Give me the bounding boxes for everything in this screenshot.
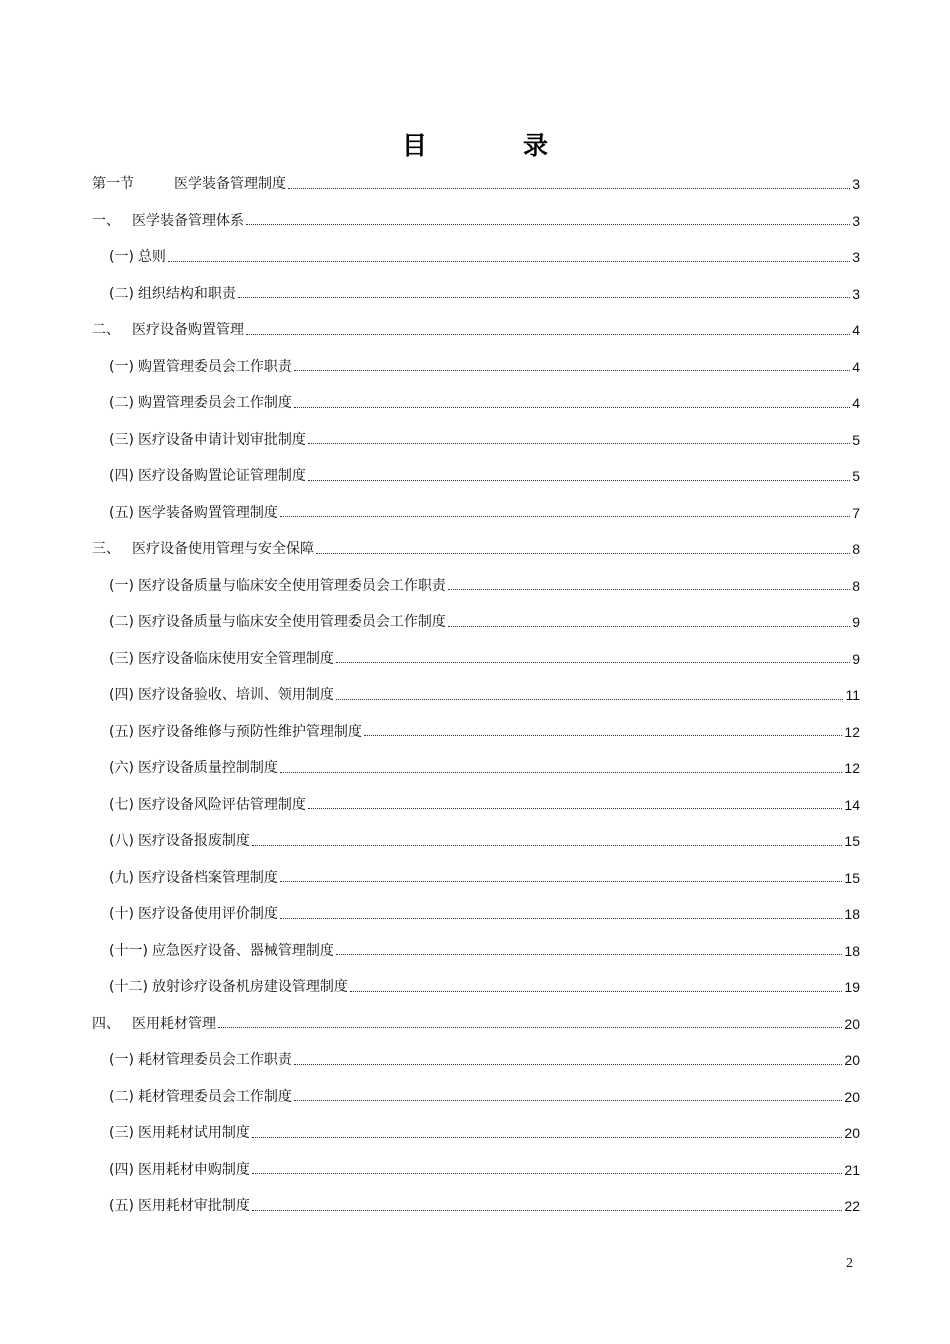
toc-dot-leader [308,429,850,444]
toc-entry-number: 三、 [92,541,120,558]
toc-entry-number: (九) [109,869,134,886]
toc-entry-number: (六) [109,760,134,777]
toc-entry-number: (二) [109,285,134,302]
toc-dot-leader [246,210,850,225]
toc-entry-number: (二) [109,395,134,412]
toc-entry-number: (一) [109,249,134,266]
toc-entry-page: 7 [852,504,860,521]
toc-entry-number: (七) [109,796,134,813]
toc-entry-title: 购置管理委员会工作制度 [137,395,292,412]
toc-dot-leader [252,1159,842,1174]
toc-entry-page: 8 [852,577,860,594]
toc-entry[interactable] [92,1152,860,1189]
toc-entry-page: 12 [844,760,860,777]
toc-entry[interactable] [92,787,860,824]
toc-dot-leader [252,1196,842,1211]
toc-entry-title: 医疗设备验收、培训、领用制度 [137,687,334,704]
toc-entry-page: 15 [844,833,860,850]
toc-entry[interactable] [92,896,860,933]
toc-entry-page: 12 [844,723,860,740]
toc-entry-title: 医疗设备购置管理 [132,322,244,339]
toc-dot-leader [448,575,850,590]
toc-entry-page: 3 [852,249,860,266]
toc-entry-title: 医用耗材管理 [132,1015,216,1032]
toc-entry-number: (十) [109,906,134,923]
toc-entry-title: 医学装备管理制度 [174,176,286,193]
toc-entry[interactable] [92,203,860,240]
toc-dot-leader [246,320,850,335]
toc-entry-number: (五) [109,723,134,740]
toc-entry-number: (四) [109,687,134,704]
toc-entry[interactable] [92,349,860,386]
toc-list [92,166,860,1225]
toc-entry[interactable] [92,1042,860,1079]
toc-dot-leader [294,356,850,371]
toc-entry[interactable] [92,239,860,276]
toc-entry-title: 医疗设备临床使用安全管理制度 [137,650,334,667]
toc-dot-leader [294,1050,842,1065]
toc-entry[interactable] [92,750,860,787]
toc-entry[interactable] [92,604,860,641]
toc-entry-page: 4 [852,322,860,339]
toc-entry[interactable] [92,823,860,860]
toc-dot-leader [288,174,850,189]
toc-dot-leader [252,1123,842,1138]
toc-entry-number: 一、 [92,212,120,229]
toc-entry-title: 医用耗材申购制度 [137,1161,250,1178]
toc-entry-number: (五) [109,504,134,521]
toc-entry-page: 9 [852,614,860,631]
toc-dot-leader [364,721,842,736]
toc-entry-page: 5 [852,468,860,485]
toc-entry-number: (八) [109,833,134,850]
toc-entry-title: 医疗设备质量与临床安全使用管理委员会工作制度 [137,614,446,631]
toc-entry-title: 医学装备管理体系 [132,212,244,229]
toc-entry[interactable] [92,1115,860,1152]
toc-entry-title: 放射诊疗设备机房建设管理制度 [151,979,348,996]
toc-entry-page: 20 [844,1125,860,1142]
toc-entry-page: 4 [852,395,860,412]
toc-entry[interactable] [92,276,860,313]
toc-entry-title: 医疗设备质量控制制度 [137,760,278,777]
toc-dot-leader [168,247,850,262]
toc-dot-leader [350,977,842,992]
toc-entry-page: 19 [844,979,860,996]
toc-entry-title: 医疗设备使用管理与安全保障 [132,541,314,558]
toc-entry-title: 医用耗材审批制度 [137,1198,250,1215]
toc-dot-leader [336,648,850,663]
toc-entry-page: 3 [852,285,860,302]
toc-entry[interactable] [92,677,860,714]
toc-entry[interactable] [92,568,860,605]
toc-entry-number: (十一) [109,942,148,959]
toc-entry-number: (三) [109,1125,134,1142]
toc-entry-page: 4 [852,358,860,375]
toc-dot-leader [280,502,850,517]
toc-entry[interactable] [92,422,860,459]
toc-entry-title: 医用耗材试用制度 [137,1125,250,1142]
toc-entry[interactable] [92,860,860,897]
toc-entry-number: (二) [109,1088,134,1105]
toc-entry[interactable] [92,531,860,568]
toc-entry-number: (一) [109,358,134,375]
toc-entry-number: (四) [109,1161,134,1178]
toc-entry-page: 3 [852,212,860,229]
toc-entry-page: 9 [852,650,860,667]
toc-entry-number: (三) [109,650,134,667]
toc-dot-leader [280,904,842,919]
toc-entry-number: 四、 [92,1015,120,1032]
toc-entry-page: 15 [844,869,860,886]
toc-title-char-1: 目 [401,131,427,160]
toc-entry[interactable] [92,1006,860,1043]
toc-title-char-2: 录 [523,131,549,160]
toc-entry[interactable] [92,166,860,203]
toc-entry-title: 医疗设备使用评价制度 [137,906,278,923]
toc-entry[interactable] [92,495,860,532]
toc-dot-leader [336,685,844,700]
toc-entry-title: 医疗设备档案管理制度 [137,869,278,886]
toc-dot-leader [252,831,842,846]
toc-entry-number: 二、 [92,322,120,339]
toc-entry-page: 18 [844,906,860,923]
toc-entry-page: 21 [844,1161,860,1178]
toc-entry-page: 11 [845,687,860,704]
toc-entry-title: 购置管理委员会工作职责 [137,358,292,375]
toc-entry[interactable] [92,458,860,495]
toc-dot-leader [238,283,850,298]
toc-dot-leader [218,1013,842,1028]
toc-entry[interactable] [92,714,860,751]
toc-entry-title: 耗材管理委员会工作职责 [137,1052,292,1069]
toc-entry[interactable] [92,969,860,1006]
toc-entry-number: (五) [109,1198,134,1215]
toc-entry[interactable] [92,312,860,349]
toc-dot-leader [280,867,842,882]
toc-entry-page: 3 [852,176,860,193]
toc-entry-page: 8 [852,541,860,558]
toc-entry[interactable] [92,641,860,678]
toc-dot-leader [308,794,842,809]
toc-entry-title: 医疗设备维修与预防性维护管理制度 [137,723,362,740]
toc-dot-leader [336,940,842,955]
toc-entry-page: 20 [844,1015,860,1032]
toc-entry-number: (四) [109,468,134,485]
toc-dot-leader [316,539,850,554]
toc-entry[interactable] [92,933,860,970]
toc-entry-title: 医疗设备报废制度 [137,833,250,850]
toc-entry-page: 20 [844,1052,860,1069]
toc-entry[interactable] [92,385,860,422]
toc-entry-title: 医疗设备申请计划审批制度 [137,431,306,448]
toc-dot-leader [294,1086,842,1101]
toc-dot-leader [448,612,850,627]
toc-entry-page: 14 [844,796,860,813]
toc-entry-page: 18 [844,942,860,959]
page-number: 2 [846,1256,853,1271]
toc-entry-title: 应急医疗设备、器械管理制度 [151,942,334,959]
toc-entry[interactable] [92,1188,860,1225]
toc-entry-number: 第一节 [92,176,134,193]
toc-title [0,126,950,162]
toc-entry[interactable] [92,1079,860,1116]
toc-entry-page: 5 [852,431,860,448]
toc-entry-number: (二) [109,614,134,631]
toc-entry-number: (一) [109,577,134,594]
toc-entry-title: 组织结构和职责 [137,285,236,302]
toc-entry-page: 22 [844,1198,860,1215]
toc-entry-number: (三) [109,431,134,448]
toc-entry-title: 耗材管理委员会工作制度 [137,1088,292,1105]
toc-entry-page: 20 [844,1088,860,1105]
toc-dot-leader [280,758,842,773]
toc-dot-leader [308,466,850,481]
toc-entry-title: 总则 [137,249,166,266]
toc-entry-number: (一) [109,1052,134,1069]
toc-entry-title: 医学装备购置管理制度 [137,504,278,521]
toc-entry-title: 医疗设备质量与临床安全使用管理委员会工作职责 [137,577,446,594]
toc-entry-title: 医疗设备风险评估管理制度 [137,796,306,813]
toc-entry-title: 医疗设备购置论证管理制度 [137,468,306,485]
toc-entry-number: (十二) [109,979,148,996]
toc-dot-leader [294,393,850,408]
